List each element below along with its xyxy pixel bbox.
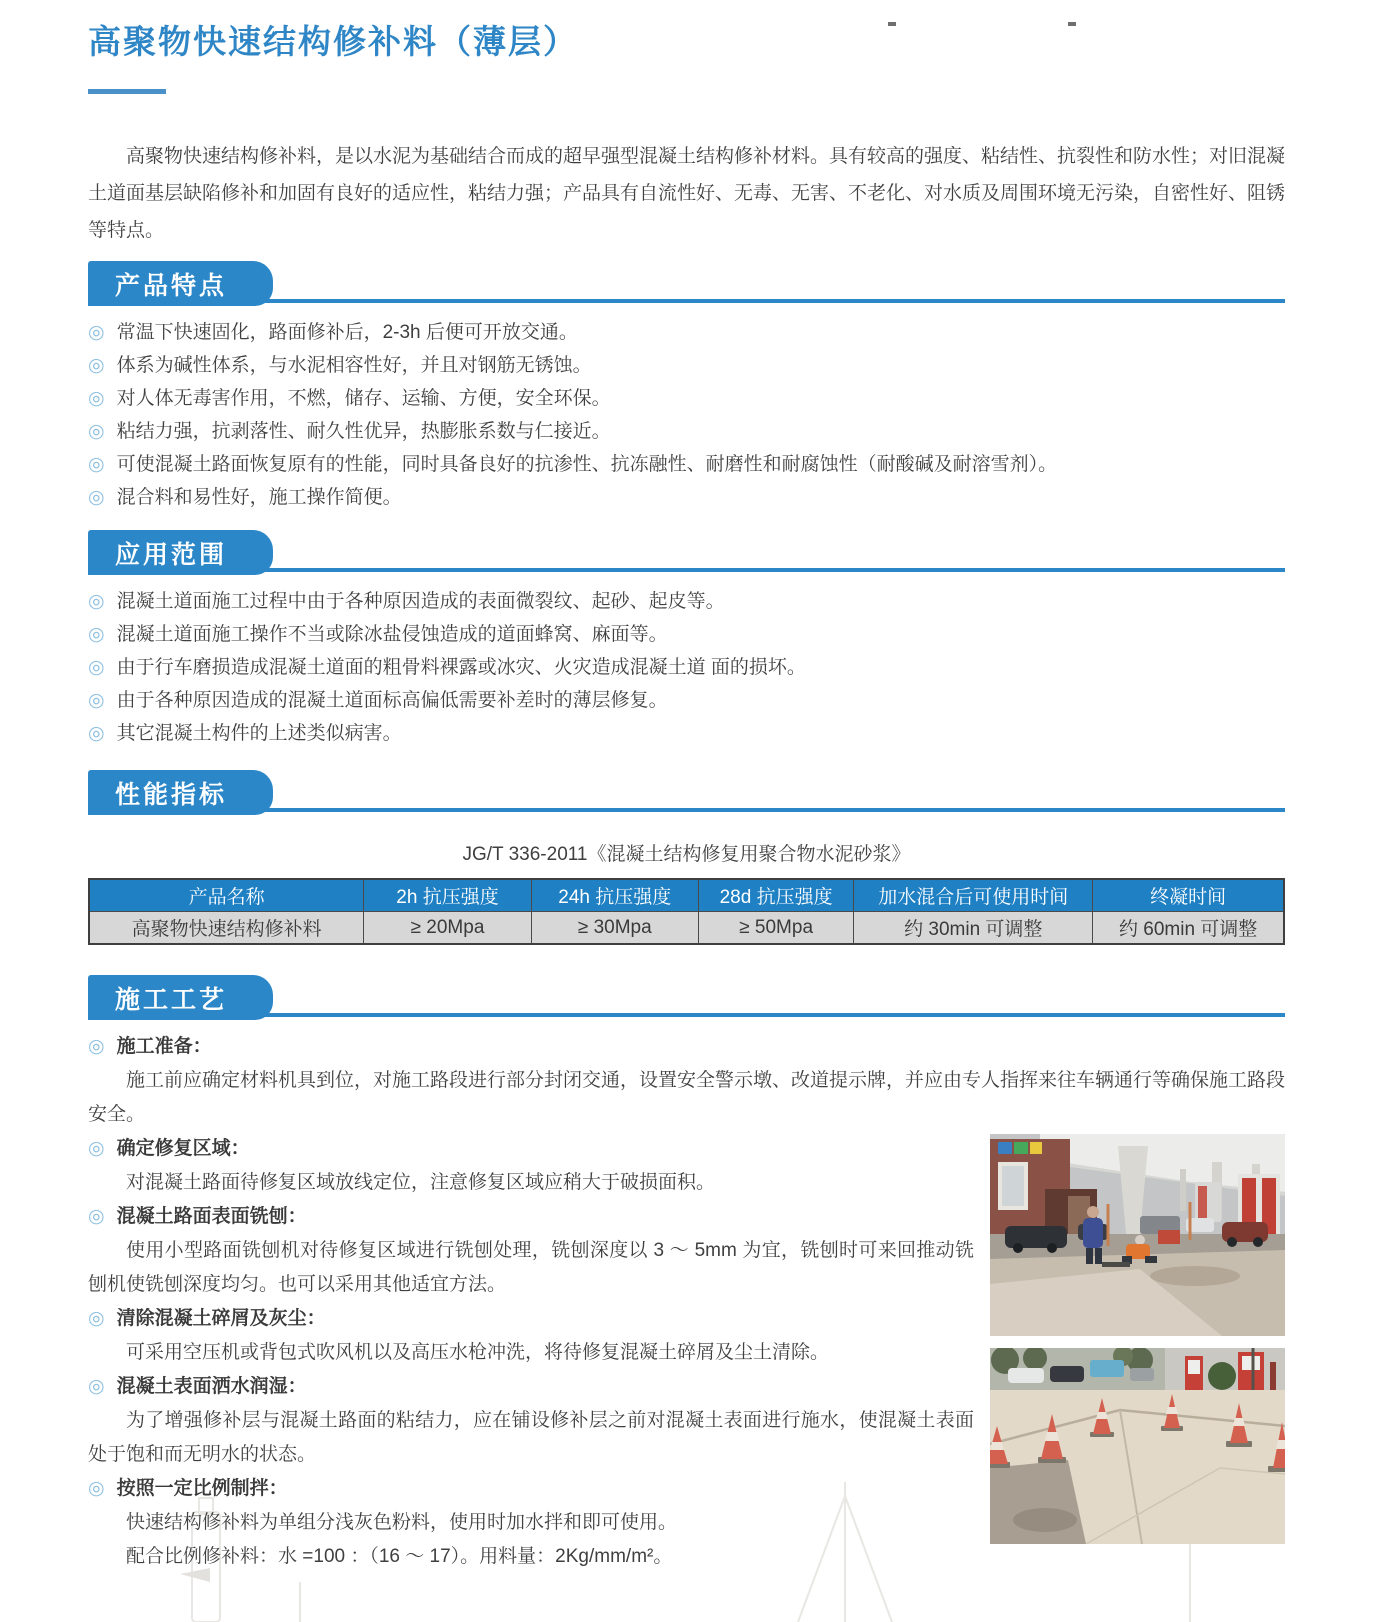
spec-table-caption: JG/T 336-2011《混凝土结构修复用聚合物水泥砂浆》 — [462, 844, 911, 865]
process-body — [88, 1030, 1285, 1574]
ring-bullet-icon: ◎ — [88, 624, 105, 645]
step-label-text: 确定修复区域： — [116, 1138, 250, 1159]
col-header: 加水混合后可使用时间 — [854, 879, 1093, 912]
section-heading: 施工工艺 — [115, 985, 228, 1014]
section-heading: 产品特点 — [115, 271, 228, 300]
cell-product-name: 高聚物快速结构修补料 — [89, 912, 364, 945]
section-performance — [88, 770, 1285, 945]
spec-table-data-row — [89, 912, 1284, 945]
section-tab-features — [88, 261, 273, 306]
feature-text: 对人体无毒害作用，不燃，储存、运输、方便，安全环保。 — [116, 388, 611, 409]
section-header-performance — [88, 770, 1285, 815]
col-header: 终凝时间 — [1093, 879, 1284, 912]
section-features — [88, 261, 1285, 514]
cell-24h-strength: ≥ 30Mpa — [531, 912, 698, 945]
cell-usable-time: 约 30min 可调整 — [854, 912, 1093, 945]
section-tab-performance — [88, 770, 273, 815]
ring-bullet-icon: ◎ — [88, 690, 105, 711]
ring-bullet-icon: ◎ — [88, 355, 105, 376]
cell-2h-strength: ≥ 20Mpa — [364, 912, 531, 945]
col-header: 产品名称 — [89, 879, 364, 912]
application-item — [88, 618, 1285, 651]
ring-bullet-icon: ◎ — [88, 591, 105, 612]
feature-text: 混合料和易性好，施工操作简便。 — [116, 487, 402, 508]
application-item — [88, 585, 1285, 618]
section-applications — [88, 530, 1285, 750]
intro-paragraph: 高聚物快速结构修补料，是以水泥为基础结合而成的超早强型混凝土结构修补材料。具有较高的强度、粘结性、抗裂性和防水性；对旧混凝土道面基层缺陷修补和加固有良好的适应性，粘结力强；产品具有自流性好、无毒、无害、不老化、对水质及周围环境无污染，自密性好、阻锈等特点。 — [88, 146, 1286, 241]
ring-bullet-icon: ◎ — [88, 657, 105, 678]
col-header: 28d 抗压强度 — [698, 879, 853, 912]
step-label-text: 施工准备： — [116, 1036, 212, 1057]
ring-bullet-icon: ◎ — [88, 1206, 105, 1227]
application-text: 混凝土道面施工操作不当或除冰盐侵蚀造成的道面蜂窝、麻面等。 — [116, 624, 668, 645]
feature-item — [88, 415, 1285, 448]
application-text: 由于各种原因造成的混凝土道面标高偏低需要补差时的薄层修复。 — [116, 690, 668, 711]
spec-table — [88, 878, 1285, 945]
application-item — [88, 717, 1285, 750]
section-heading: 性能指标 — [115, 780, 228, 809]
applications-list — [88, 585, 1285, 750]
ring-bullet-icon: ◎ — [88, 1308, 105, 1329]
step-text: 为了增强修补层与混凝土路面的粘结力，应在铺设修补层之前对混凝土表面进行施水，使混凝土表面处于饱和而无明水的状态。 — [88, 1410, 974, 1465]
process-photos — [990, 1134, 1285, 1556]
feature-item — [88, 316, 1285, 349]
application-text: 由于行车磨损造成混凝土道面的粗骨料裸露或冰灾、火灾造成混凝土道 面的损坏。 — [116, 657, 806, 678]
step-text: 施工前应确定材料机具到位，对施工路段进行部分封闭交通，设置安全警示墩、改道提示牌，并应由专人指挥来往车辆通行等确保施工路段安全。 — [88, 1070, 1286, 1125]
section-header-applications — [88, 530, 1285, 575]
step-label-text: 清除混凝土碎屑及灰尘： — [116, 1308, 326, 1329]
page-top-crop-artifact — [1068, 22, 1076, 26]
section-header-features — [88, 261, 1285, 306]
step-text: 对混凝土路面待修复区域放线定位，注意修复区域应稍大于破损面积。 — [126, 1172, 716, 1193]
section-heading: 应用范围 — [115, 540, 228, 569]
step-label-text: 混凝土表面洒水润湿： — [116, 1376, 307, 1397]
features-list — [88, 316, 1285, 514]
title-underline — [88, 89, 166, 94]
step-label-text: 按照一定比例制拌： — [116, 1478, 288, 1499]
ring-bullet-icon: ◎ — [88, 421, 105, 442]
application-text: 其它混凝土构件的上述类似病害。 — [116, 723, 402, 744]
ring-bullet-icon: ◎ — [88, 723, 105, 744]
page-title: 高聚物快速结构修补料（薄层） — [88, 23, 578, 60]
feature-item — [88, 349, 1285, 382]
feature-text: 可使混凝土路面恢复原有的性能，同时具备良好的抗渗性、抗冻融性、耐磨性和耐腐蚀性（耐酸碱及耐溶雪剂）。 — [116, 454, 1058, 475]
section-tab-process — [88, 975, 273, 1020]
col-header: 2h 抗压强度 — [364, 879, 531, 912]
step-text: 快速结构修补料为单组分浅灰色粉料，使用时加水拌和即可使用。 — [126, 1512, 678, 1533]
section-process — [88, 975, 1285, 1574]
photo-repaired-pavement-cones — [990, 1348, 1285, 1544]
step-text: 可采用空压机或背包式吹风机以及高压水枪冲洗，将待修复混凝土碎屑及尘土清除。 — [126, 1342, 830, 1363]
step-text: 使用小型路面铣刨机对待修复区域进行铣刨处理，铣刨深度以 3 ～ 5mm 为宜，铣刨时可来回推动铣刨机使铣刨深度均匀。也可以采用其他适宜方法。 — [88, 1240, 974, 1295]
spec-table-header-row — [89, 879, 1284, 912]
ring-bullet-icon: ◎ — [88, 1138, 105, 1159]
col-header: 24h 抗压强度 — [531, 879, 698, 912]
feature-item — [88, 382, 1285, 415]
feature-text: 体系为碱性体系，与水泥相容性好，并且对钢筋无锈蚀。 — [116, 355, 592, 376]
step-label-text: 混凝土路面表面铣刨： — [116, 1206, 307, 1227]
ring-bullet-icon: ◎ — [88, 1376, 105, 1397]
feature-text: 粘结力强，抗剥落性、耐久性优异，热膨胀系数与仁接近。 — [116, 421, 611, 442]
section-tab-applications — [88, 530, 273, 575]
ring-bullet-icon: ◎ — [88, 388, 105, 409]
application-text: 混凝土道面施工过程中由于各种原因造成的表面微裂纹、起砂、起皮等。 — [116, 591, 725, 612]
application-item — [88, 684, 1285, 717]
page-top-crop-artifact — [888, 22, 896, 26]
feature-item — [88, 481, 1285, 514]
ring-bullet-icon: ◎ — [88, 487, 105, 508]
process-step-preparation — [88, 1030, 1285, 1132]
section-header-process — [88, 975, 1285, 1020]
cell-final-set-time: 约 60min 可调整 — [1093, 912, 1284, 945]
feature-item — [88, 448, 1285, 481]
step-text: 配合比例修补料：水 =100 ：（16 ～ 17）。用料量：2Kg/mm/m²。 — [126, 1546, 673, 1567]
ring-bullet-icon: ◎ — [88, 1036, 105, 1057]
cell-28d-strength: ≥ 50Mpa — [698, 912, 853, 945]
feature-text: 常温下快速固化，路面修补后，2-3h 后便可开放交通。 — [116, 322, 578, 343]
ring-bullet-icon: ◎ — [88, 1478, 105, 1499]
photo-construction-site-workers — [990, 1134, 1285, 1336]
application-item — [88, 651, 1285, 684]
ring-bullet-icon: ◎ — [88, 322, 105, 343]
ring-bullet-icon: ◎ — [88, 454, 105, 475]
